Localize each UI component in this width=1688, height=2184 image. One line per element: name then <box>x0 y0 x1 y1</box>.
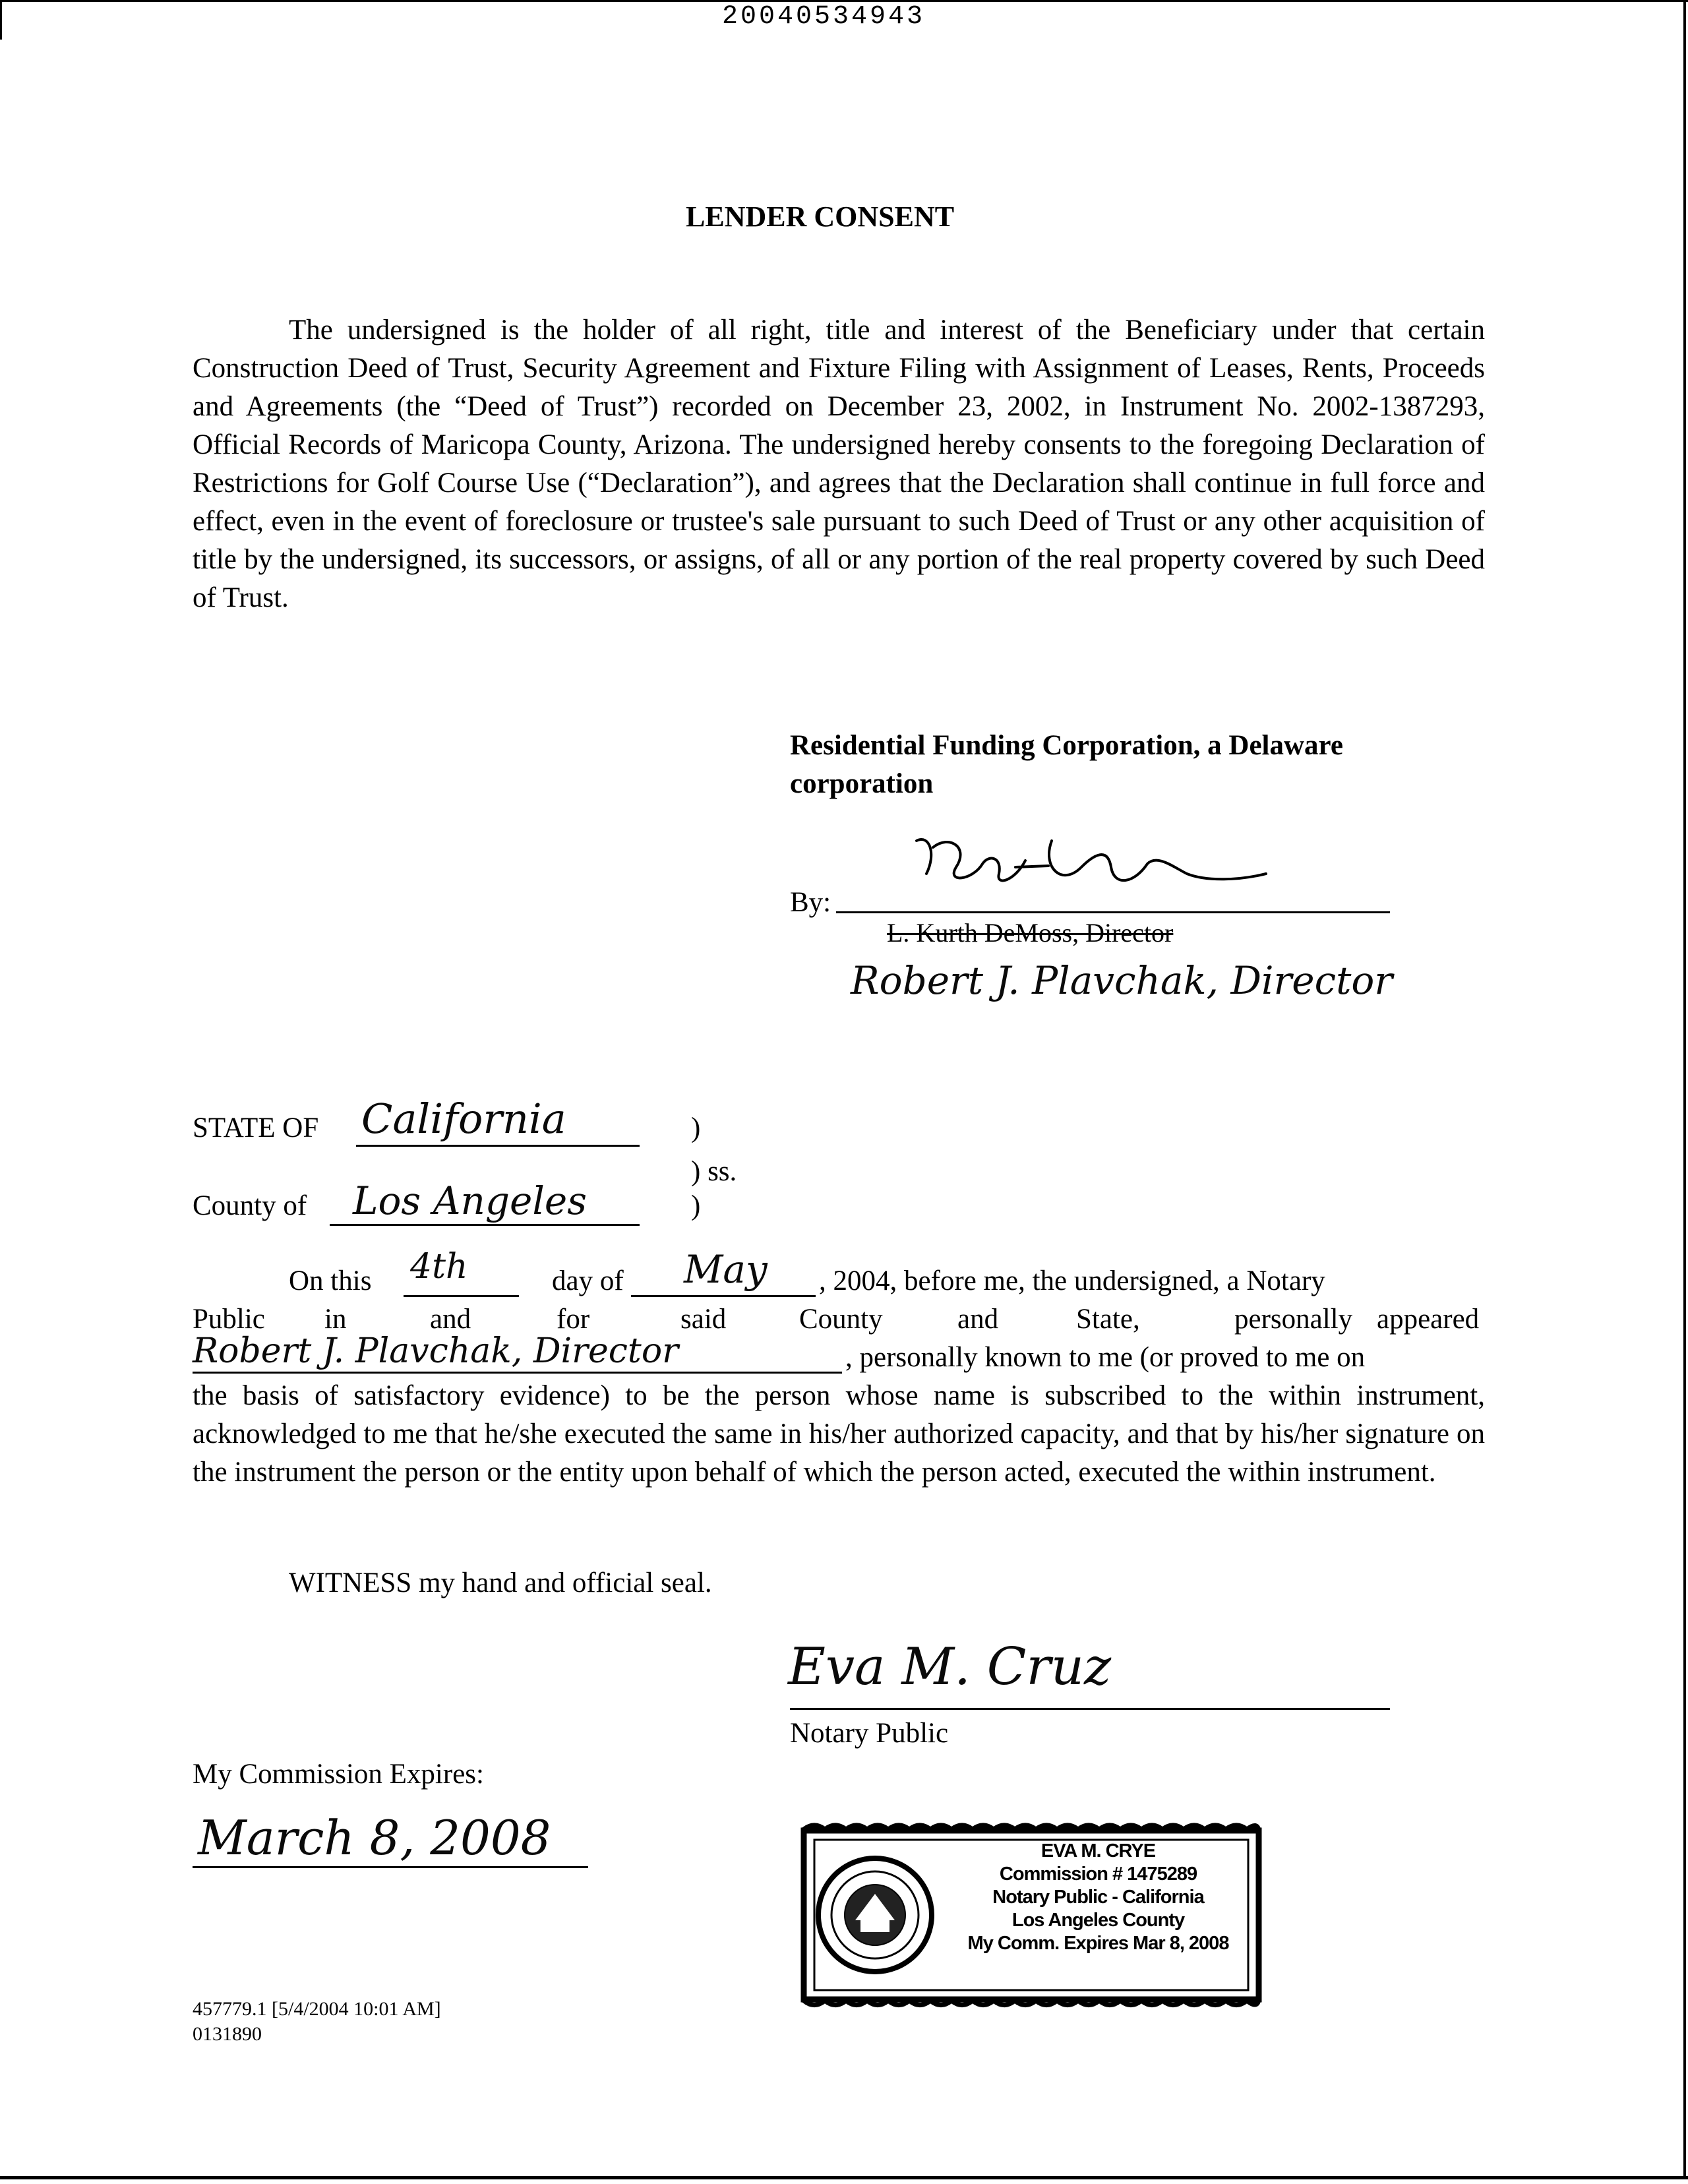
word-public: Public <box>193 1304 265 1335</box>
seal-text <box>935 1840 1261 1955</box>
word-personally: personally <box>1234 1304 1353 1335</box>
month-blank-line <box>631 1295 816 1297</box>
word-in: in <box>324 1304 347 1335</box>
notary-public-label: Notary Public <box>790 1718 949 1749</box>
notary-signature: Eva M. Cruz <box>788 1637 1112 1697</box>
day-value: 4th <box>410 1247 468 1287</box>
state-blank-line <box>356 1145 640 1147</box>
state-value: California <box>361 1095 566 1143</box>
after-person-text: , personally known to me (or proved to me on <box>845 1342 1366 1373</box>
day-of-text: day of <box>552 1265 624 1296</box>
consent-paragraph: The undersigned is the holder of all right, title and interest of the Beneficiary under that certain Construction Deed of Trust, Security Agreement and Fixture Filing with Assignment of Leases, Rents, Proceeds and Agreements (the “Deed of Trust”) recorded on December 23, 2002, in Instrument No. 2002-1387293, Official Records of Maricopa County, Arizona. The undersigned hereby consents to the foregoing Declaration of Restrictions for Golf Course Use (“Declaration”), and agrees that the Declaration shall continue in full force and effect, even in the event of foreclosure or trustee's sale pursuant to such Deed of Trust or any other acquisition of title by the undersigned, its successors, or assigns, of all or any portion of the real property covered by such Deed of Trust. <box>193 315 1485 613</box>
county-label: County of <box>193 1190 307 1221</box>
county-value: Los Angeles <box>353 1178 587 1223</box>
seal-line-notary: Notary Public - California <box>992 1887 1204 1908</box>
document-number: 20040534943 <box>722 2 926 32</box>
commission-expires-label: My Commission Expires: <box>193 1759 484 1790</box>
month-value: May <box>684 1247 768 1292</box>
footer-line-1: 457779.1 [5/4/2004 10:01 AM] <box>193 1998 441 2020</box>
word-county: County <box>799 1304 883 1335</box>
witness-statement: WITNESS my hand and official seal. <box>289 1567 712 1598</box>
notary-signature-line <box>790 1708 1390 1710</box>
word-and-2: and <box>957 1304 999 1335</box>
day-blank-line <box>404 1295 519 1297</box>
person-blank-line <box>193 1372 842 1374</box>
seal-line-expires: My Comm. Expires Mar 8, 2008 <box>967 1933 1229 1954</box>
document-footer <box>193 1997 441 2047</box>
handwritten-signer-name: Robert J. Plavchak, Director <box>851 958 1393 1003</box>
word-appeared: appeared <box>1377 1304 1480 1335</box>
commission-blank-line <box>193 1866 588 1868</box>
state-label: STATE OF <box>193 1112 319 1143</box>
word-said: said <box>680 1304 727 1335</box>
word-state: State, <box>1076 1304 1140 1335</box>
seal-line-county: Los Angeles County <box>1011 1910 1185 1931</box>
struck-signer-name: L. Kurth DeMoss, Director <box>887 918 1174 948</box>
page-title: LENDER CONSENT <box>686 200 955 233</box>
word-for: for <box>557 1304 590 1335</box>
commission-expires-value: March 8, 2008 <box>198 1810 551 1866</box>
scan-border-right <box>1683 0 1686 2179</box>
by-label: By: <box>790 887 831 918</box>
county-blank-line <box>330 1224 640 1226</box>
lender-signature-graphic <box>910 828 1279 913</box>
footer-line-2: 0131890 <box>193 2023 262 2045</box>
on-this-text: On this <box>289 1265 372 1296</box>
corporation-name: Residential Funding Corporation, a Delaware corporation <box>790 730 1343 799</box>
by-signature-line <box>836 911 1390 913</box>
scan-border-bottom <box>0 2176 1688 2179</box>
appearing-person-value: Robert J. Plavchak, Director <box>193 1331 678 1371</box>
venue-paren-top: ) <box>691 1112 701 1143</box>
seal-line-commission: Commission # 1475289 <box>999 1864 1197 1885</box>
after-month-text: , 2004, before me, the undersigned, a Notary <box>819 1265 1325 1296</box>
acknowledgment-rest: the basis of satisfactory evidence) to be the person whose name is subscribed to the within instrument, acknowledged to me that he/she executed the same in his/her authorized capacity, and that by his/her signature on the instrument the person or the entity upon behalf of which the person acted, executed the within instrument. <box>193 1380 1485 1488</box>
venue-paren-bottom: ) <box>691 1190 701 1221</box>
scan-border-left <box>0 0 2 40</box>
venue-ss: ) ss. <box>691 1156 737 1187</box>
seal-line-name: EVA M. CRYE <box>1040 1840 1156 1862</box>
word-and: and <box>430 1304 471 1335</box>
